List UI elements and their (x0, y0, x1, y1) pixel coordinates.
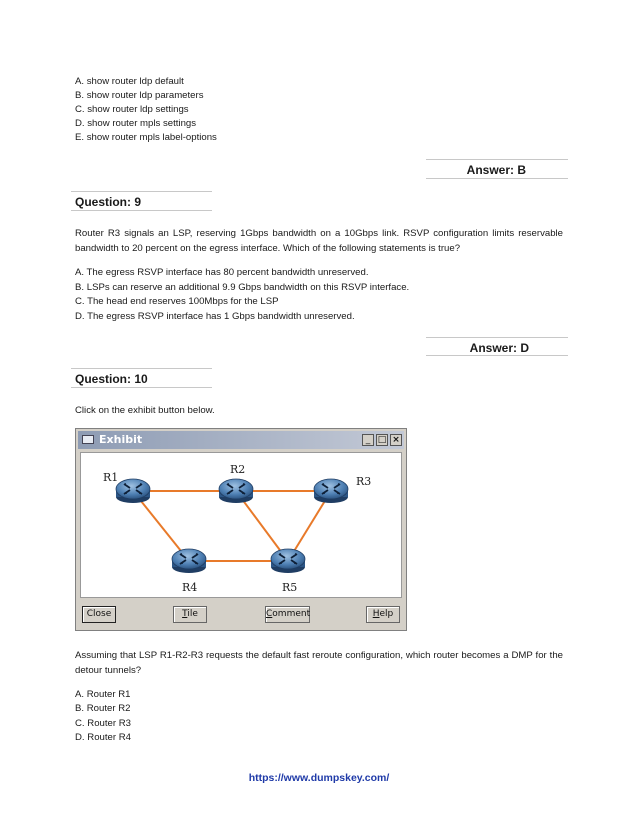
q9-option-c: C. The head end reserves 100Mbps for the LSP (75, 296, 279, 307)
exhibit-title: Exhibit (99, 433, 143, 446)
comment-button[interactable]: Comment (265, 606, 310, 623)
exhibit-titlebar[interactable] (78, 431, 404, 449)
q10-heading: Question: 10 (75, 372, 148, 386)
q10-text: Assuming that LSP R1-R2-R3 requests the default fast reroute configuration, which router becomes a DMP for the detour tunnels? (75, 650, 563, 676)
label-r3: R3 (356, 475, 372, 488)
q8-option-d: D. show router mpls settings (75, 118, 197, 129)
answer-rule-bottom (426, 355, 568, 356)
label-r2: R2 (230, 463, 246, 476)
minimize-icon[interactable]: _ (362, 434, 374, 446)
answer-rule-top (426, 337, 568, 338)
q9-option-d: D. The egress RSVP interface has 1 Gbps bandwidth unreserved. (75, 311, 355, 322)
q8-option-b: B. show router ldp parameters (75, 90, 204, 101)
maximize-icon[interactable]: □ (377, 435, 387, 445)
q8-option-a: A. show router ldp default (75, 76, 184, 87)
q9-text: Router R3 signals an LSP, reserving 1Gbps bandwidth on a 10Gbps link. RSVP configuration limits reservable bandwidth to 20 percent on the egress interface. Which of the following statements is true? (75, 228, 563, 254)
q9-heading: Question: 9 (75, 195, 142, 209)
q10-option-a: A. Router R1 (75, 689, 131, 700)
close-icon[interactable]: × (390, 434, 402, 446)
answer-rule-top (426, 159, 568, 160)
router-r2-icon (219, 479, 253, 503)
q9-option-b: B. LSPs can reserve an additional 9.9 Gbps bandwidth on this RSVP interface. (75, 282, 410, 293)
question-rule-top (71, 191, 212, 192)
answer-rule-bottom (426, 178, 568, 179)
router-r5-icon (271, 549, 305, 573)
q8-answer: Answer: B (466, 163, 526, 177)
router-r4-icon (172, 549, 206, 573)
question-rule-top (71, 368, 212, 369)
question-rule-bottom (71, 387, 212, 388)
q10-intro: Click on the exhibit button below. (75, 405, 215, 416)
exhibit-window (75, 428, 407, 631)
q10-option-d: D. Router R4 (75, 732, 131, 743)
question-rule-bottom (71, 210, 212, 211)
footer-link[interactable]: https://www.dumpskey.com/ (248, 772, 390, 784)
q10-option-c: C. Router R3 (75, 718, 131, 729)
label-r5: R5 (282, 581, 298, 594)
q9-answer: Answer: D (469, 341, 529, 355)
q9-option-a: A. The egress RSVP interface has 80 percent bandwidth unreserved. (75, 267, 369, 278)
q8-option-e: E. show router mpls label-options (75, 132, 217, 143)
close-button[interactable]: Close (82, 606, 116, 623)
topology-svg (81, 453, 401, 597)
label-r4: R4 (182, 581, 198, 594)
tile-button[interactable]: Tile (173, 606, 207, 623)
router-r3-icon (314, 479, 348, 503)
label-r1: R1 (103, 471, 119, 484)
window-icon (82, 435, 94, 444)
network-diagram (80, 452, 402, 598)
q8-option-c: C. show router ldp settings (75, 104, 189, 115)
q10-option-b: B. Router R2 (75, 703, 131, 714)
router-r1-icon (116, 479, 150, 503)
help-button[interactable]: Help (366, 606, 400, 623)
